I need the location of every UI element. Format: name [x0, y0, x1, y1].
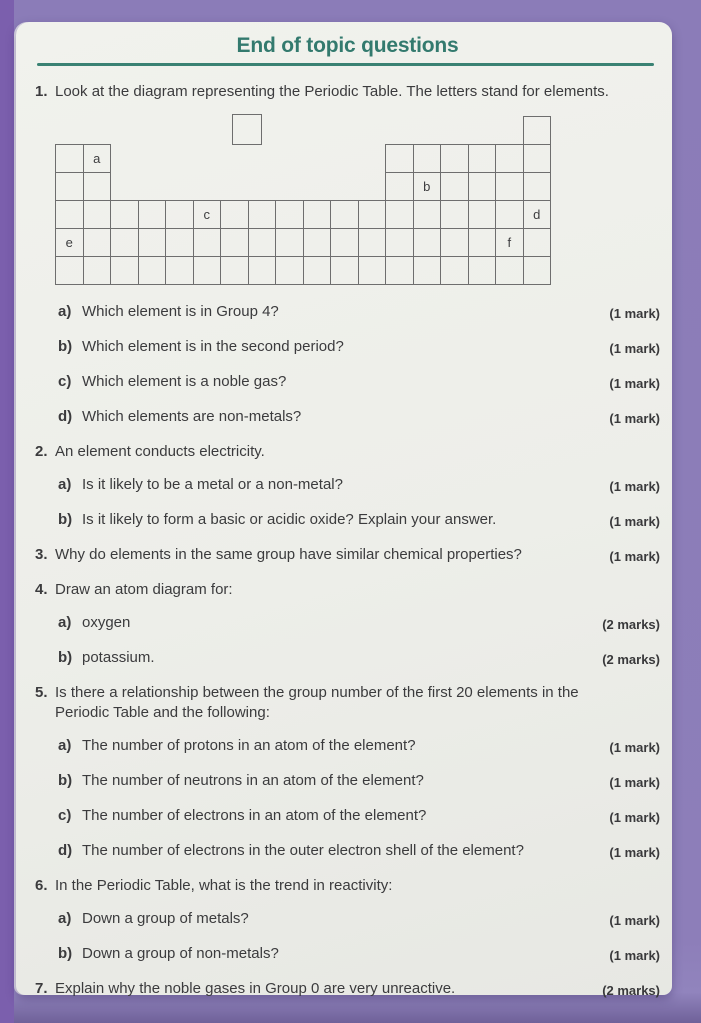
question-4b — [35, 648, 660, 670]
pt-cell-element-b: b — [413, 172, 442, 201]
question-1a — [35, 302, 660, 324]
pt-cell — [275, 200, 304, 229]
question-7 — [35, 979, 660, 1001]
pt-cell — [468, 228, 497, 257]
question-1-number: 1. — [35, 83, 48, 100]
question-1d-text: Which elements are non-metals? — [82, 408, 302, 425]
question-5c-marks: (1 mark) — [609, 810, 660, 825]
question-3-text: Why do elements in the same group have similar chemical properties? — [55, 546, 522, 563]
pt-cell — [468, 256, 497, 285]
question-4a-text: oxygen — [82, 614, 131, 631]
pt-cell — [523, 172, 552, 201]
pt-cell — [468, 200, 497, 229]
question-5d-text: The number of electrons in the outer electron shell of the element? — [82, 842, 524, 859]
pt-cell — [385, 256, 414, 285]
pt-cell — [413, 144, 442, 173]
question-1b-text: Which element is in the second period? — [82, 338, 344, 355]
pt-cell — [440, 172, 469, 201]
question-1b-letter: b) — [58, 338, 73, 355]
question-5c-letter: c) — [58, 807, 72, 824]
question-6a — [35, 909, 660, 931]
pt-cell — [248, 228, 277, 257]
question-4b-letter: b) — [58, 649, 73, 666]
title-underline — [37, 63, 654, 66]
question-1a-text: Which element is in Group 4? — [82, 303, 279, 320]
pt-cell-element-e: e — [55, 228, 84, 257]
question-6-text: In the Periodic Table, what is the trend in reactivity: — [55, 877, 393, 894]
book-spine-strip — [0, 0, 14, 1023]
question-2b-text: Is it likely to form a basic or acidic oxide? Explain your answer. — [82, 511, 497, 528]
pt-cell — [495, 172, 524, 201]
question-4 — [35, 580, 660, 600]
pt-cell — [110, 228, 139, 257]
question-7-marks: (2 marks) — [602, 983, 660, 998]
pt-cell — [303, 200, 332, 229]
pt-cell — [440, 200, 469, 229]
pt-cell — [468, 144, 497, 173]
question-1b-marks: (1 mark) — [609, 341, 660, 356]
question-6b-letter: b) — [58, 945, 73, 962]
pt-cell — [358, 228, 387, 257]
question-5 — [35, 683, 660, 723]
pt-cell — [193, 228, 222, 257]
pt-cell — [303, 256, 332, 285]
pt-cell — [138, 256, 167, 285]
question-2a-letter: a) — [58, 476, 72, 493]
question-6b — [35, 944, 660, 966]
pt-cell — [83, 256, 112, 285]
pt-cell — [523, 116, 552, 145]
pt-cell — [385, 200, 414, 229]
pt-cell — [138, 228, 167, 257]
question-1 — [35, 82, 660, 102]
question-1c-letter: c) — [58, 373, 72, 390]
pt-cell — [330, 256, 359, 285]
pt-cell — [110, 256, 139, 285]
pt-cell — [138, 200, 167, 229]
question-5d-letter: d) — [58, 842, 73, 859]
question-6b-text: Down a group of non-metals? — [82, 945, 279, 962]
question-5d — [35, 841, 660, 863]
question-1d-letter: d) — [58, 408, 73, 425]
question-1d-marks: (1 mark) — [609, 411, 660, 426]
question-5c — [35, 806, 660, 828]
pt-cell — [385, 228, 414, 257]
periodic-table-diagram — [35, 115, 660, 287]
questions-list — [35, 82, 660, 1001]
question-5b-marks: (1 mark) — [609, 775, 660, 790]
question-3-number: 3. — [35, 546, 48, 563]
pt-cell — [523, 256, 552, 285]
pt-cell — [358, 256, 387, 285]
question-4b-marks: (2 marks) — [602, 652, 660, 667]
pt-cell — [275, 256, 304, 285]
question-1c-text: Which element is a noble gas? — [82, 373, 287, 390]
pt-cell — [330, 200, 359, 229]
question-2 — [35, 442, 660, 462]
pt-cell — [55, 144, 84, 173]
question-7-text: Explain why the noble gases in Group 0 are very unreactive. — [55, 980, 456, 997]
question-5-text: Is there a relationship between the group number of the first 20 elements in the Periodic Table and the following: — [55, 684, 579, 721]
question-2-text: An element conducts electricity. — [55, 443, 265, 460]
question-5d-marks: (1 mark) — [609, 845, 660, 860]
question-4a — [35, 613, 660, 635]
question-6a-text: Down a group of metals? — [82, 910, 249, 927]
question-1a-marks: (1 mark) — [609, 306, 660, 321]
pt-cell — [55, 256, 84, 285]
question-6-number: 6. — [35, 877, 48, 894]
pt-cell — [385, 172, 414, 201]
question-2b-letter: b) — [58, 511, 73, 528]
pt-cell — [110, 200, 139, 229]
question-2a-text: Is it likely to be a metal or a non-metal? — [82, 476, 343, 493]
pt-cell — [468, 172, 497, 201]
question-5b-letter: b) — [58, 772, 73, 789]
pt-cell — [495, 200, 524, 229]
question-3-marks: (1 mark) — [609, 549, 660, 564]
pt-cell — [385, 144, 414, 173]
pt-cell — [193, 256, 222, 285]
question-6a-letter: a) — [58, 910, 72, 927]
question-5a-marks: (1 mark) — [609, 740, 660, 755]
question-1c-marks: (1 mark) — [609, 376, 660, 391]
question-1b — [35, 337, 660, 359]
pt-cell — [440, 228, 469, 257]
pt-cell — [55, 200, 84, 229]
pt-cell — [413, 200, 442, 229]
question-2b-marks: (1 mark) — [609, 514, 660, 529]
question-5a-text: The number of protons in an atom of the element? — [82, 737, 416, 754]
pt-cell — [83, 200, 112, 229]
question-5c-text: The number of electrons in an atom of the element? — [82, 807, 427, 824]
pt-cell — [165, 200, 194, 229]
question-1-text: Look at the diagram representing the Periodic Table. The letters stand for elements. — [55, 83, 609, 100]
pt-cell — [413, 256, 442, 285]
pt-cell — [330, 228, 359, 257]
pt-cell — [495, 144, 524, 173]
question-5b — [35, 771, 660, 793]
question-6b-marks: (1 mark) — [609, 948, 660, 963]
pt-cell — [275, 228, 304, 257]
pt-cell — [495, 256, 524, 285]
pt-cell — [165, 228, 194, 257]
pt-cell — [220, 228, 249, 257]
question-2a — [35, 475, 660, 497]
pt-cell — [55, 172, 84, 201]
question-1d — [35, 407, 660, 429]
pt-cell-element-f: f — [495, 228, 524, 257]
question-4b-text: potassium. — [82, 649, 155, 666]
question-1a-letter: a) — [58, 303, 72, 320]
pt-cell — [523, 228, 552, 257]
question-1c — [35, 372, 660, 394]
pt-cell — [83, 172, 112, 201]
pt-cell-element-a: a — [83, 144, 112, 173]
pt-cell — [248, 200, 277, 229]
question-2b — [35, 510, 660, 532]
pt-cell — [358, 200, 387, 229]
pt-hydrogen-box — [232, 114, 262, 145]
pt-cell — [440, 144, 469, 173]
question-6a-marks: (1 mark) — [609, 913, 660, 928]
pt-cell — [220, 200, 249, 229]
pt-cell — [165, 256, 194, 285]
page-title: End of topic questions — [236, 34, 459, 57]
question-7-number: 7. — [35, 980, 48, 997]
question-2a-marks: (1 mark) — [609, 479, 660, 494]
pt-cell — [83, 228, 112, 257]
question-6 — [35, 876, 660, 896]
question-3 — [35, 545, 660, 567]
pt-cell — [303, 228, 332, 257]
question-4a-marks: (2 marks) — [602, 617, 660, 632]
question-5b-text: The number of neutrons in an atom of the element? — [82, 772, 424, 789]
pt-cell — [248, 256, 277, 285]
question-5-number: 5. — [35, 684, 48, 701]
question-4-number: 4. — [35, 581, 48, 598]
pt-cell — [440, 256, 469, 285]
question-5a-letter: a) — [58, 737, 72, 754]
pt-cell — [413, 228, 442, 257]
question-5a — [35, 736, 660, 758]
question-4a-letter: a) — [58, 614, 72, 631]
pt-cell — [523, 144, 552, 173]
question-2-number: 2. — [35, 443, 48, 460]
pt-cell-element-d: d — [523, 200, 552, 229]
pt-cell-element-c: c — [193, 200, 222, 229]
pt-cell — [220, 256, 249, 285]
paper-card — [16, 22, 672, 998]
question-4-text: Draw an atom diagram for: — [55, 581, 233, 598]
